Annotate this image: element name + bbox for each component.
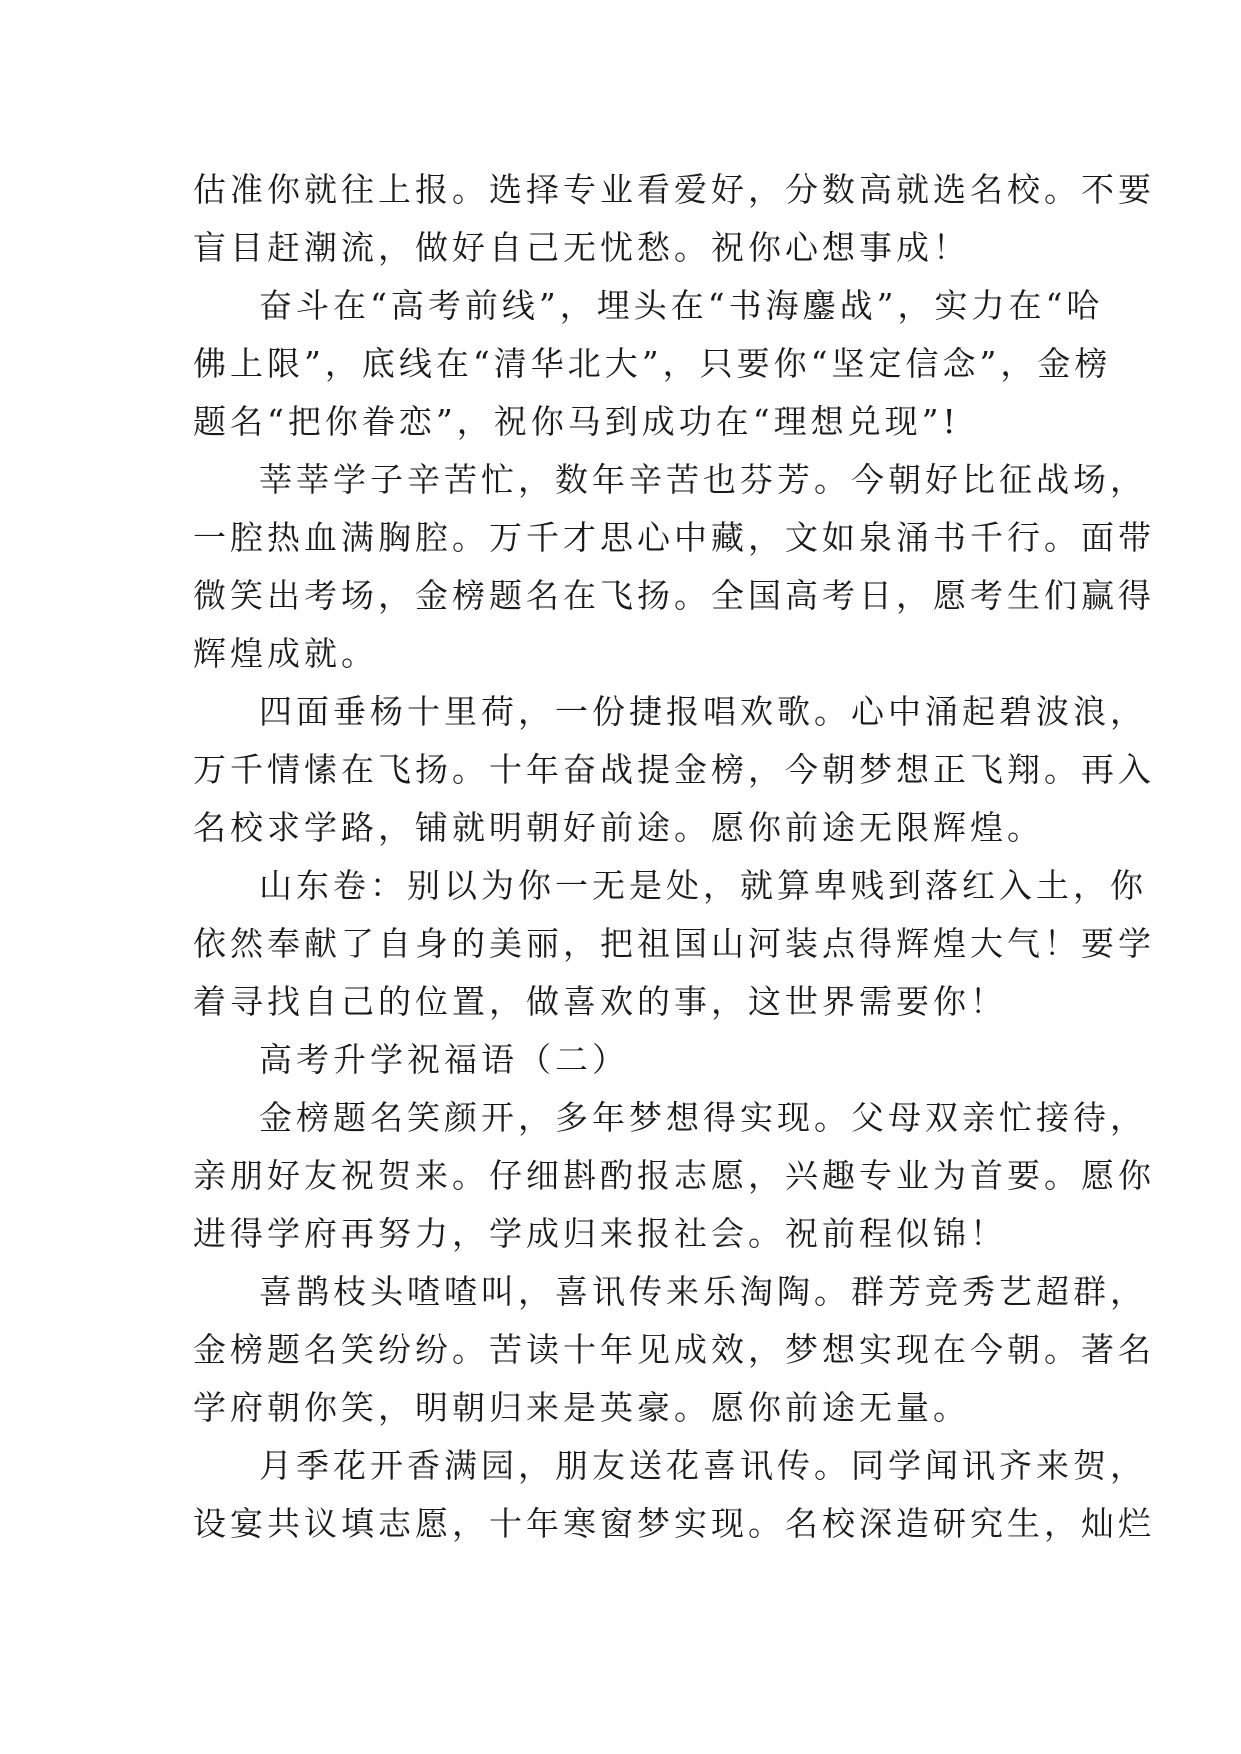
text-line: 学府朝你笑，明朝归来是英豪。愿你前途无量。: [193, 1388, 970, 1427]
text-line: 亲朋好友祝贺来。仔细斟酌报志愿，兴趣专业为首要。愿你: [193, 1156, 1155, 1195]
section-heading: 高考升学祝福语（二）: [259, 1040, 629, 1079]
text-line: 金榜题名笑纷纷。苦读十年见成效，梦想实现在今朝。著名: [193, 1330, 1155, 1369]
document-body: [193, 161, 1155, 1553]
text-line: 佛上限”，底线在“清华北大”，只要你“坚定信念”，金榜: [193, 344, 1112, 383]
text-line: 依然奉献了自身的美丽，把祖国山河装点得辉煌大气！要学: [193, 924, 1155, 963]
text-line: 估准你就往上报。选择专业看爱好，分数高就选名校。不要: [193, 170, 1155, 209]
text-line: 山东卷：别以为你一无是处，就算卑贱到落红入土，你: [259, 866, 1147, 905]
text-line: 着寻找自己的位置，做喜欢的事，这世界需要你！: [193, 982, 1007, 1021]
text-line: 设宴共议填志愿，十年寒窗梦实现。名校深造研究生，灿烂: [193, 1504, 1155, 1543]
text-line: 奋斗在“高考前线”，埋头在“书海鏖战”，实力在“哈: [259, 286, 1104, 325]
text-line: 莘莘学子辛苦忙，数年辛苦也芬芳。今朝好比征战场，: [259, 460, 1147, 499]
text-line: 名校求学路，铺就明朝好前途。愿你前途无限辉煌。: [193, 808, 1044, 847]
text-line: 进得学府再努力，学成归来报社会。祝前程似锦！: [193, 1214, 1007, 1253]
text-line: 万千情愫在飞扬。十年奋战提金榜，今朝梦想正飞翔。再入: [193, 750, 1155, 789]
text-line: 月季花开香满园，朋友送花喜讯传。同学闻讯齐来贺，: [259, 1446, 1147, 1485]
text-line: 一腔热血满胸腔。万千才思心中藏，文如泉涌书千行。面带: [193, 518, 1155, 557]
text-line: 辉煌成就。: [193, 634, 378, 673]
text-line: 金榜题名笑颜开，多年梦想得实现。父母双亲忙接待，: [259, 1098, 1147, 1137]
text-line: 喜鹊枝头喳喳叫，喜讯传来乐淘陶。群芳竞秀艺超群，: [259, 1272, 1147, 1311]
text-line: 微笑出考场，金榜题名在飞扬。全国高考日，愿考生们赢得: [193, 576, 1155, 615]
text-line: 盲目赶潮流，做好自己无忧愁。祝你心想事成！: [193, 228, 970, 267]
text-line: 四面垂杨十里荷，一份捷报唱欢歌。心中涌起碧波浪，: [259, 692, 1147, 731]
text-line: 题名“把你眷恋”，祝你马到成功在“理想兑现”!: [193, 402, 960, 441]
